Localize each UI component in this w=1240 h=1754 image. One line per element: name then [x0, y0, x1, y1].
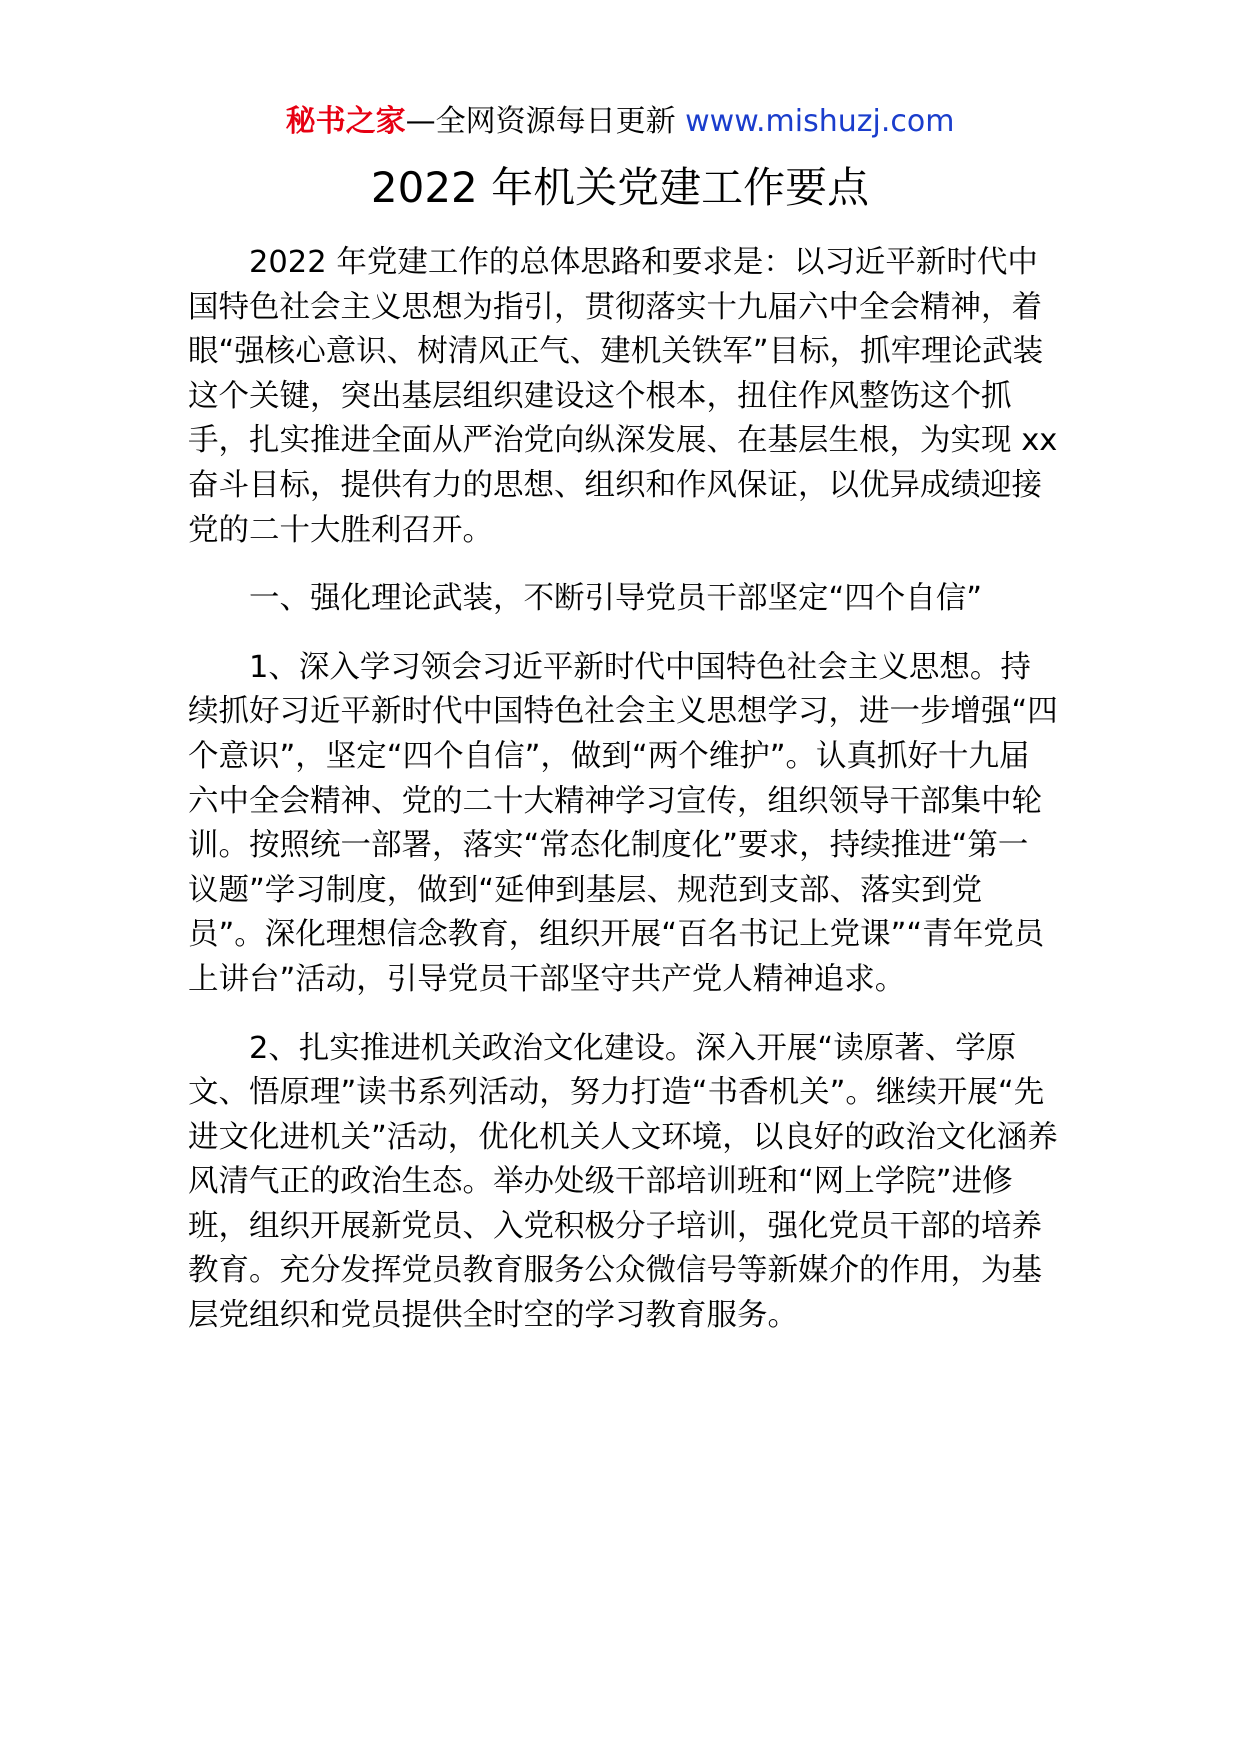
- section-heading: 一、强化理论武装，不断引导党员干部坚定“四个自信”: [249, 581, 983, 617]
- site-url-link[interactable]: www.mishuzj.com: [685, 104, 955, 139]
- body-paragraph: 1、深入学习领会习近平新时代中国特色社会主义思想。持续抓好习近平新时代中国特色社会主义思想学习，进一步增强“四个意识”，坚定“四个自信”，做到“两个维护”。认真抓好十九届六中全会精神、党的二十大精神学习宣传，组织领导干部集中轮训。按照统一部署，落实“常态化制度化”要求，持续推进“第一议题”学习制度，做到“延伸到基层、规范到支部、落实到党员”。深化理想信念教育，组织开展“百名书记上党课”“青年党员上讲台”活动，引导党员干部坚守共产党人精神追求。: [188, 649, 1058, 997]
- site-tagline: —全网资源每日更新: [405, 104, 686, 139]
- document-title: 2022 年机关党建工作要点: [370, 163, 870, 212]
- site-header: [0, 100, 1240, 144]
- document-body: [188, 241, 1058, 1339]
- body-paragraph: 2、扎实推进机关政治文化建设。深入开展“读原著、学原文、悟原理”读书系列活动，努力打造“书香机关”。继续开展“先进文化进机关”活动，优化机关人文环境，以良好的政治文化涵养风清气正的政治生态。举办处级干部培训班和“网上学院”进修班，组织开展新党员、入党积极分子培训，强化党员干部的培养教育。充分发挥党员教育服务公众微信号等新媒介的作用，为基层党组织和党员提供全时空的学习教育服务。: [188, 1030, 1058, 1334]
- intro-paragraph: 2022 年党建工作的总体思路和要求是：以习近平新时代中国特色社会主义思想为指引，贯彻落实十九届六中全会精神，着眼“强核心意识、树清风正气、建机关铁军”目标，抓牢理论武装这个关键，突出基层组织建设这个根本，扭住作风整饬这个抓手，扎实推进全面从严治党向纵深发展、在基层生根，为实现 xx 奋斗目标，提供有力的思想、组织和作风保证，以优异成绩迎接党的二十大胜利召开。: [188, 245, 1058, 548]
- site-brand: 秘书之家: [285, 104, 406, 139]
